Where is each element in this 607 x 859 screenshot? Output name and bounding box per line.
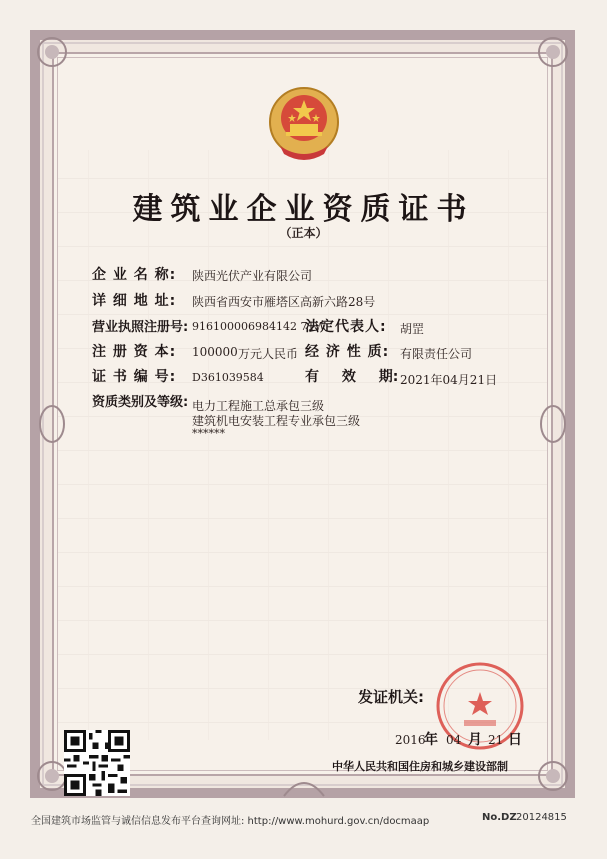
business-license-value: 916100006984142 71W: [192, 320, 326, 333]
day-suffix: 日: [508, 732, 522, 748]
query-url-text: 全国建筑市场监管与诚信信息发布平台查询网址: http://www.mohurd.gov.cn/docmaap: [31, 816, 430, 827]
economic-nature-label: 经 济 性 质:: [305, 344, 390, 360]
bottom-ornament-icon: [282, 776, 326, 798]
issue-day: 21: [488, 733, 504, 747]
year-suffix: 年: [424, 732, 438, 748]
qualification-item: 电力工程施工总承包三级: [192, 399, 325, 413]
address-value: 陕西省西安市雁塔区高新六路28号: [192, 295, 376, 309]
cert-number-value: D361039584: [192, 371, 264, 384]
company-name-label: 企 业 名 称:: [92, 267, 177, 283]
legal-rep-label: 法定代表人:: [305, 319, 387, 335]
certificate-title: 建筑业企业资质证书: [132, 192, 475, 227]
economic-nature-value: 有限责任公司: [400, 347, 473, 361]
qr-code-icon: [64, 730, 130, 796]
registered-capital-unit: 万元人民币: [238, 347, 299, 361]
business-license-label: 营业执照注册号:: [92, 320, 189, 335]
cert-number-label: 证 书 编 号:: [92, 369, 177, 385]
address-label: 详 细 地 址:: [92, 293, 177, 309]
legal-rep-value: 胡罡: [400, 322, 425, 336]
issue-month: 04: [446, 733, 462, 747]
qualification-item: ******: [192, 427, 225, 440]
corner-ornament-icon: [531, 754, 575, 798]
qualification-label: 资质类别及等级:: [92, 395, 189, 410]
valid-until-value: 2021年04月21日: [400, 373, 498, 387]
month-suffix: 月: [468, 732, 482, 748]
corner-ornament-icon: [30, 30, 74, 74]
national-emblem-icon: [262, 84, 346, 164]
corner-ornament-icon: [531, 30, 575, 74]
serial-value: 20124815: [516, 812, 567, 823]
issuer-label: 发证机关:: [358, 688, 424, 706]
issue-year: 2016: [395, 733, 426, 747]
valid-until-label: 有 效 期:: [305, 369, 399, 385]
serial-label: No.DZ: [482, 812, 517, 823]
ministry-name: 中华人民共和国住房和城乡建设部制: [332, 760, 508, 773]
registered-capital-value: 100000: [192, 345, 238, 359]
company-name-value: 陕西光伏产业有限公司: [192, 269, 313, 283]
qualification-item: 建筑机电安装工程专业承包三级: [192, 414, 361, 428]
registered-capital-label: 注 册 资 本:: [92, 344, 177, 360]
certificate-subtitle: （正本）: [279, 226, 328, 240]
